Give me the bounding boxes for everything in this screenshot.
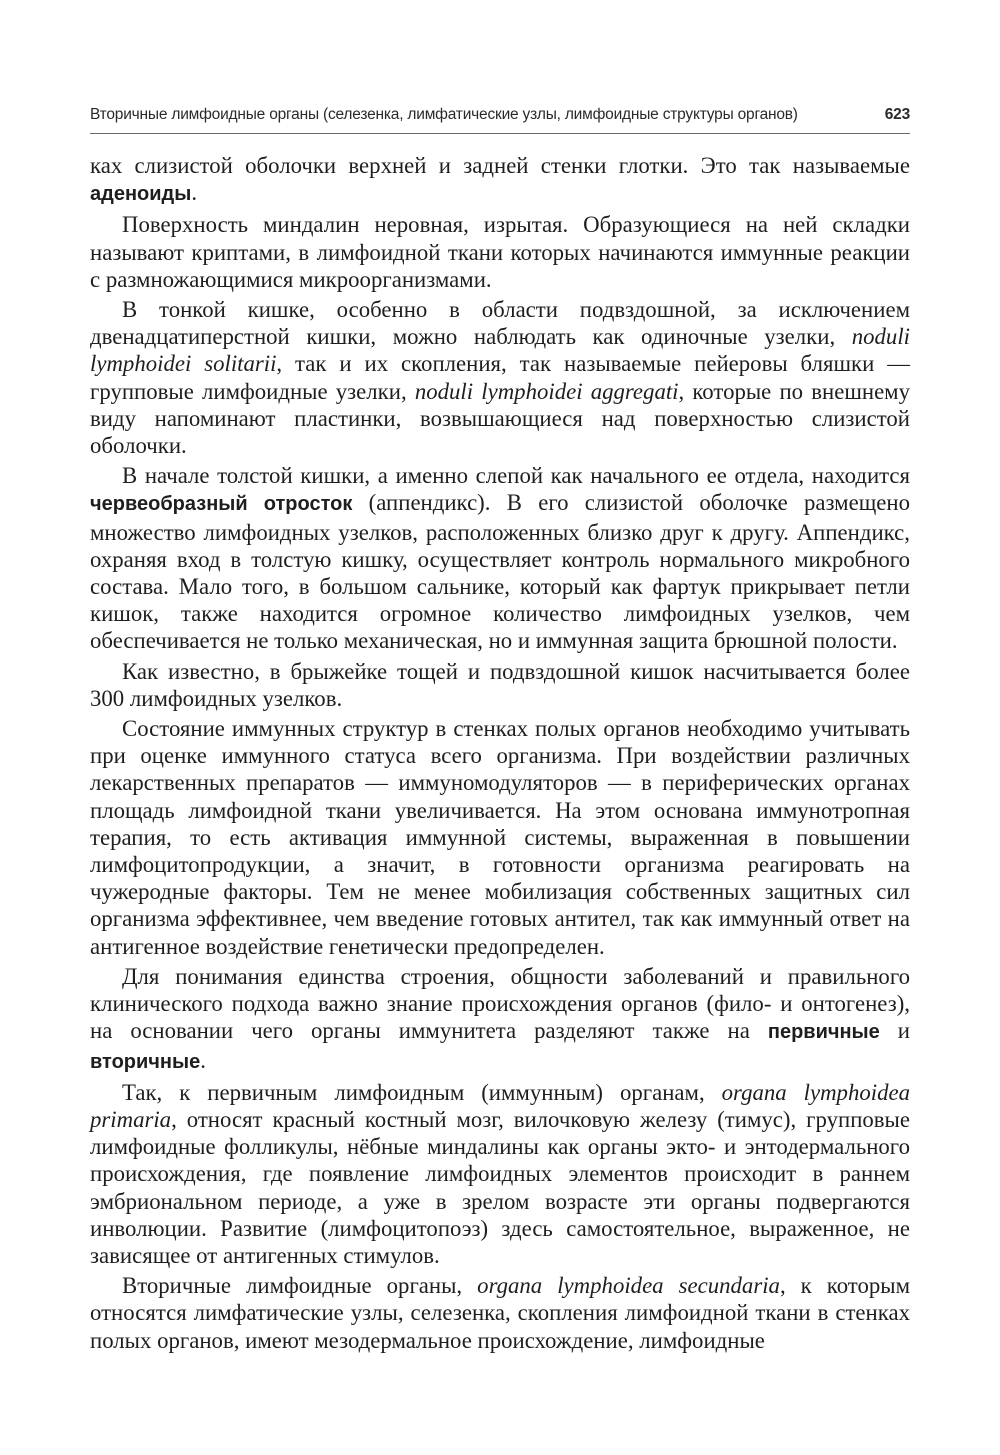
text-run: В начале толстой кишки, а именно слепой как начального ее отдела, находится bbox=[122, 463, 910, 489]
body-text bbox=[90, 152, 910, 1357]
text-run: , которые по внешнему виду напоминают пластинки, возвышающиеся над поверхностью слизистой оболочки. bbox=[90, 378, 911, 459]
text-run: Для понимания единства строения, общности заболеваний и правильного клинического подхода важно знание происхождения органов (фило- и онтогенез), на основании чего органы иммунитета разделяют также на bbox=[90, 963, 910, 1044]
text-run: , к которым относятся лимфатические узлы, селезенка, скопления лимфоидной ткани в стенках полых органов, имеют мезодермальное происхождение, лимфоидные bbox=[90, 1273, 911, 1353]
text-run: . bbox=[191, 180, 198, 206]
paragraph-4 bbox=[90, 462, 910, 654]
latin-term: organa lymphoidea secundaria bbox=[477, 1273, 780, 1299]
term-adenoids: аденоиды bbox=[90, 183, 192, 206]
text-run: В тонкой кишке, особенно в области подвздошной, за исключением двенадцатиперстной кишки, можно наблюдать как одиночные узелки, bbox=[90, 297, 910, 350]
text-run: ках слизистой оболочки верхней и задней стенки глотки. Это так называемые bbox=[90, 153, 910, 178]
paragraph-1 bbox=[90, 152, 910, 208]
term-appendix: червеобразный отросток bbox=[90, 493, 353, 516]
paragraph-3 bbox=[90, 296, 910, 459]
latin-term: noduli lymphoidei solitarii bbox=[90, 324, 910, 377]
paragraph-6: Состояние иммунных структур в стенках полых органов необходимо учитывать при оценке иммунного статуса всего организма. При воздействии различных лекарственных препаратов — иммуномодуляторов — в периферических органах площадь лимфоидной ткани увеличивается. На этом основана иммунотропная терапия, то есть активация иммунной системы, выраженная в повышении лимфоцитопродукции, а значит, в готовности организма реагировать на чужеродные факторы. Тем не менее мобилизация собственных защитных сил организма эффективнее, чем введение готовых антител, так как иммунный ответ на антигенное воздействие генетически предопределен. bbox=[90, 716, 910, 959]
paragraph-2: Поверхность миндалин неровная, изрытая. Образующиеся на ней складки называют криптами, в лимфоидной ткани которых начинаются иммунные реакции с размножающимися микроорганизмами. bbox=[90, 212, 910, 292]
latin-term: organa lymphoidea primaria bbox=[90, 1079, 911, 1132]
text-run: Так, к первичным лимфоидным (иммунным) органам, bbox=[122, 1079, 722, 1105]
text-run: , так и их скопления, так называемые пейеровы бляшки — групповые лимфоидные узелки, bbox=[90, 351, 910, 404]
text-run: Вторичные лимфоидные органы, bbox=[122, 1273, 478, 1299]
text-run: (аппендикс). В его слизистой оболочке размещено множество лимфоидных узелков, расположенных близко друг к другу. Аппендикс, охраняя вход в толстую кишку, осуществляет контроль нормального микробного состава. Мало того, в большом сальнике, который как фартук прикрывает петли кишок, также находится огромное количество лимфоидных узелков, чем обеспечивается не только механическая, но и иммунная защита брюшной полости. bbox=[90, 490, 910, 654]
latin-term: noduli lymphoidei aggregati bbox=[414, 378, 679, 404]
page-number: 623 bbox=[884, 106, 910, 123]
paragraph-9 bbox=[90, 1272, 910, 1354]
header-rule bbox=[90, 133, 910, 134]
term-primary: первичные bbox=[767, 1021, 880, 1044]
text-run: и bbox=[879, 1018, 910, 1044]
running-title: Вторичные лимфоидные органы (селезенка, лимфатические узлы, лимфоидные структуры органов) bbox=[90, 106, 798, 123]
paragraph-7 bbox=[90, 963, 910, 1076]
text-run: , относят красный костный мозг, вилочковую железу (тимус), групповые лимфоидные фолликулы, нёбные миндалины как органы экто- и энтодермального происхождения, где появление лимфоидных элементов происходит в раннем эмбриональном периоде, а уже в зрелом возрасте эти органы подвергаются инволюции. Развитие (лимфоцитопоэз) здесь самостоятельное, выраженное, не зависящее от антигенных стимулов. bbox=[90, 1106, 910, 1268]
term-secondary: вторичные bbox=[90, 1050, 201, 1073]
text-run: . bbox=[200, 1047, 206, 1073]
paragraph-8 bbox=[90, 1079, 910, 1269]
running-header bbox=[90, 106, 910, 130]
paragraph-5: Как известно, в брыжейке тощей и подвздошной кишок насчитывается более 300 лимфоидных узелков. bbox=[90, 658, 910, 711]
